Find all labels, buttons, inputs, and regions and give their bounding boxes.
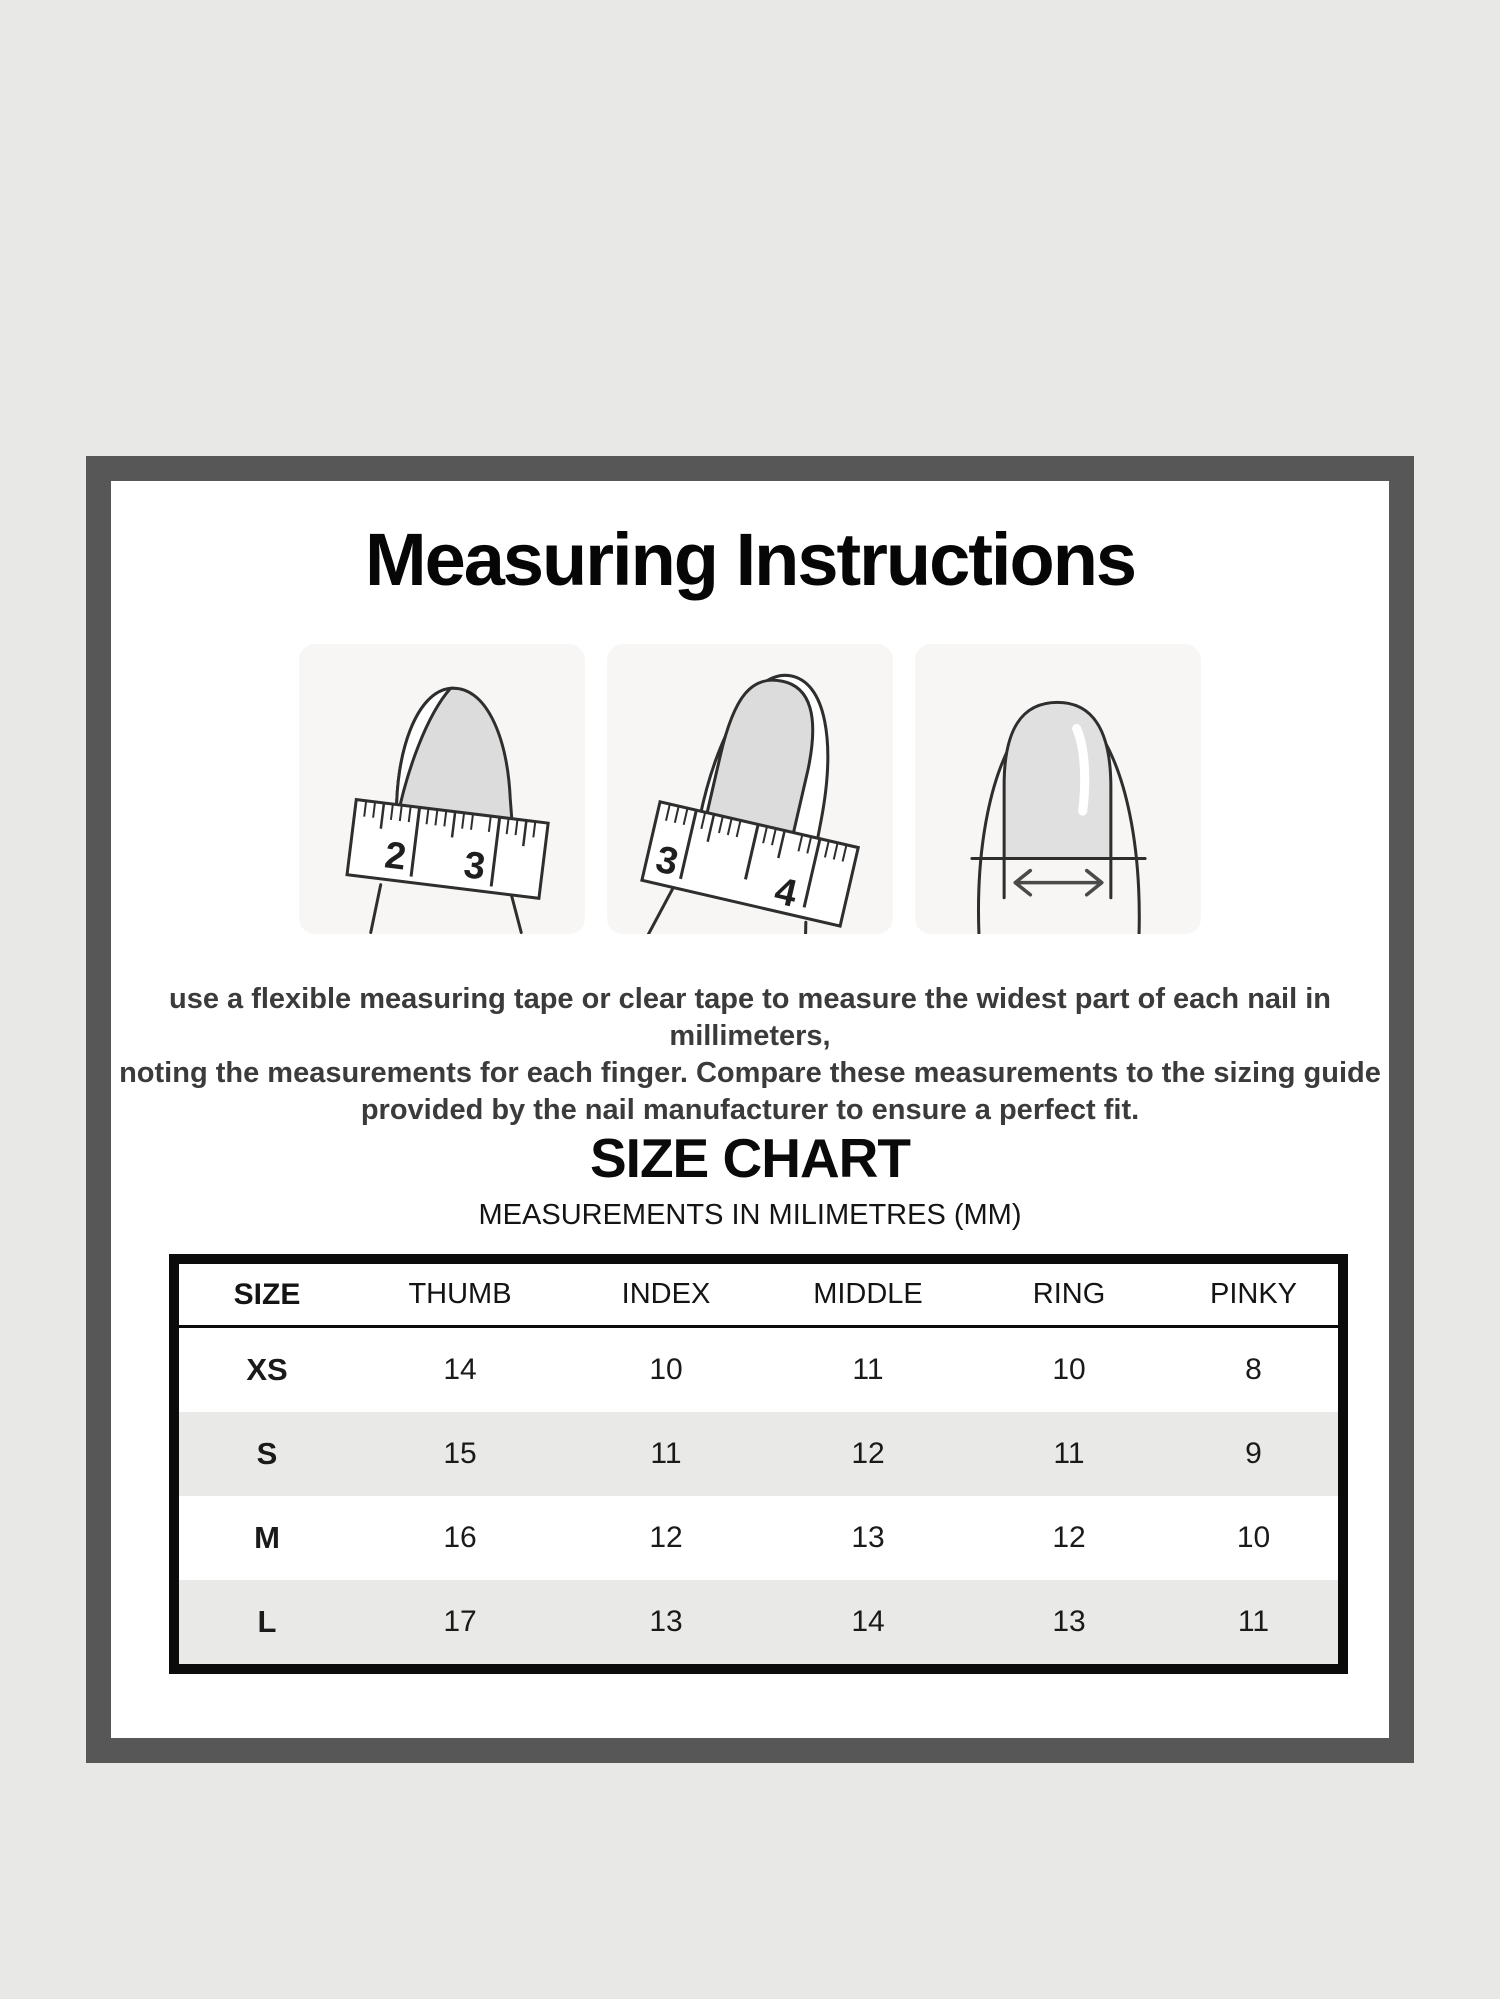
table-cell: 11	[1053, 1437, 1085, 1470]
instructions-line: use a flexible measuring tape or clear tape to measure the widest part of each nail in millimeters,	[169, 983, 1331, 1052]
table-cell: 10	[1236, 1521, 1271, 1554]
table-row-m	[179, 1496, 1338, 1580]
table-cell: 17	[443, 1605, 477, 1638]
col-header-ring: RING	[1032, 1278, 1106, 1310]
table-cell: 11	[650, 1437, 682, 1470]
row-label: S	[256, 1436, 278, 1471]
row-label: XS	[246, 1352, 288, 1387]
table-row-xs	[179, 1328, 1338, 1412]
instructions-line: noting the measurements for each finger. Compare these measurements to the sizing guide	[119, 1057, 1381, 1089]
finger-tape-side-illustration	[299, 644, 585, 934]
width-arrow-icon	[1015, 871, 1102, 895]
table-cell: 8	[1245, 1353, 1262, 1386]
instructions-line: provided by the nail manufacturer to ensure a perfect fit.	[360, 1094, 1140, 1126]
finger-tape-tilted-illustration	[607, 644, 893, 934]
table-cell: 13	[649, 1605, 683, 1638]
size-chart-subheading: MEASUREMENTS IN MILIMETRES (MM)	[478, 1199, 1022, 1231]
page-title: Measuring Instructions	[364, 518, 1136, 601]
row-label: M	[254, 1520, 280, 1555]
table-cell: 16	[443, 1521, 477, 1554]
row-label: L	[257, 1604, 277, 1639]
table-row-s	[179, 1412, 1338, 1496]
instruction-card	[86, 456, 1414, 1763]
table-cell: 15	[443, 1437, 477, 1470]
finger-measure-icon	[607, 644, 893, 934]
size-chart-table	[169, 1254, 1348, 1674]
col-header-middle: MIDDLE	[813, 1278, 923, 1310]
table-cell: 12	[1052, 1521, 1086, 1554]
table-cell: 12	[851, 1437, 885, 1470]
illustration-row	[111, 644, 1389, 934]
tape-number: 2	[382, 834, 409, 879]
tape-number: 4	[770, 869, 802, 916]
card-inner	[111, 481, 1389, 1738]
tape-number: 3	[651, 837, 683, 885]
col-header-size: SIZE	[233, 1277, 301, 1311]
table-cell: 11	[852, 1353, 884, 1386]
table-header-row	[179, 1264, 1338, 1328]
tape-number: 3	[461, 844, 488, 889]
size-chart-heading: SIZE CHART	[590, 1127, 910, 1189]
table-cell: 13	[851, 1521, 885, 1554]
finger-measure-icon	[299, 644, 585, 934]
table-cell: 10	[1052, 1353, 1086, 1386]
col-header-thumb: THUMB	[408, 1278, 512, 1310]
nail-width-icon	[915, 644, 1201, 934]
table-row-l	[179, 1580, 1338, 1664]
col-header-pinky: PINKY	[1209, 1278, 1298, 1310]
table-cell: 11	[1237, 1605, 1270, 1638]
table-cell: 12	[649, 1521, 683, 1554]
col-header-index: INDEX	[621, 1278, 711, 1310]
table-cell: 13	[1052, 1605, 1086, 1638]
table-cell: 14	[851, 1605, 885, 1638]
instructions-text	[111, 981, 1389, 1129]
table-cell: 14	[443, 1353, 477, 1386]
finger-width-arrow-illustration	[915, 644, 1201, 934]
table-cell: 10	[649, 1353, 683, 1386]
table-cell: 9	[1245, 1437, 1262, 1470]
